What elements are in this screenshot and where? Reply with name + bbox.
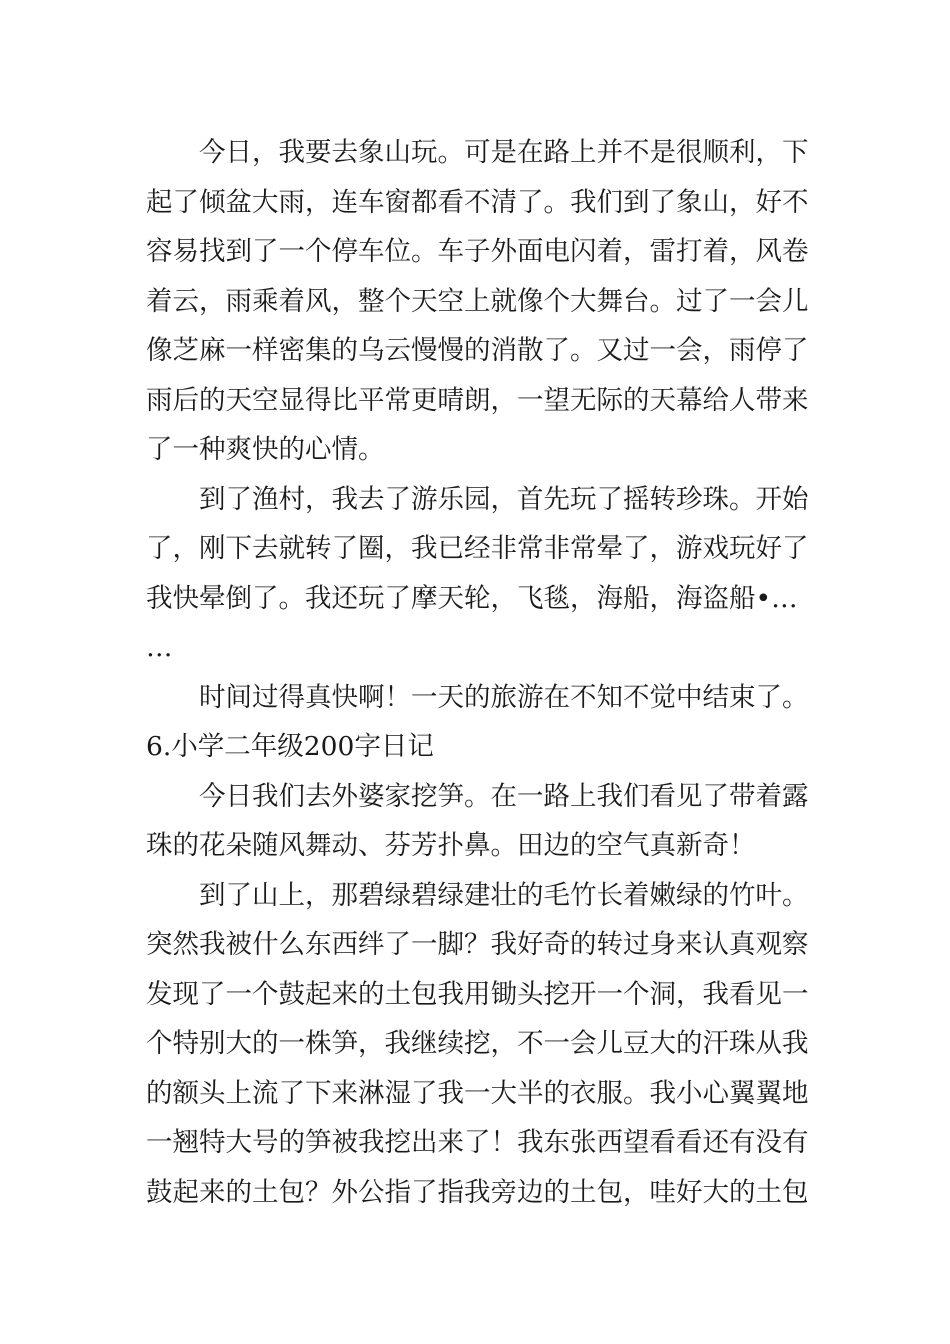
text-line: 了一种爽快的心情。: [146, 434, 385, 465]
text-line: 像芝麻一样密集的乌云慢慢的消散了。又过一会，雨停了: [146, 335, 809, 366]
text-line: 到了山上，那碧绿碧绿建壮的毛竹长着嫩绿的竹叶。: [199, 879, 809, 911]
text-line: 容易找到了一个停车位。车子外面电闪着，雷打着，风卷: [146, 236, 809, 267]
text-line: 个特别大的一株笋，我继续挖，不一会儿豆大的汗珠从我: [146, 1028, 809, 1059]
text-line: 我快晕倒了。我还玩了摩天轮，飞毯，海船，海盗船•…: [146, 582, 798, 614]
text-line: 今日我们去外婆家挖笋。在一路上我们看见了带着露: [199, 780, 809, 812]
text-line: 突然我被什么东西绊了一脚？我好奇的转过身来认真观察: [146, 929, 809, 960]
text-line: 着云，雨乘着风，整个天空上就像个大舞台。过了一会儿: [146, 285, 809, 317]
text-line: 雨后的天空显得比平常更晴朗，一望无际的天幕给人带来: [146, 384, 809, 416]
text-line: 珠的花朵随风舞动、芬芳扑鼻。田边的空气真新奇！: [146, 830, 756, 861]
text-line: 的额头上流了下来淋湿了我一大半的衣服。我小心翼翼地: [146, 1077, 809, 1109]
text-line: …: [146, 632, 173, 663]
diary-text: [146, 128, 816, 1217]
text-line: 到了渔村，我去了游乐园，首先玩了摇转珍珠。开始: [199, 483, 809, 515]
text-line: 了，刚下去就转了圈，我已经非常非常晕了，游戏玩好了: [146, 533, 809, 564]
text-line: 起了倾盆大雨，连车窗都看不清了。我们到了象山，好不: [146, 186, 809, 218]
text-line: 时间过得真快啊！一天的旅游在不知不觉中结束了。: [199, 681, 809, 713]
text-line: 鼓起来的土包？外公指了指我旁边的土包，哇好大的土包: [146, 1176, 809, 1208]
text-line: 今日，我要去象山玩。可是在路上并不是很顺利，下: [199, 137, 809, 168]
text-line: 发现了一个鼓起来的土包我用锄头挖开一个洞，我看见一: [146, 978, 809, 1010]
section-heading: 6.小学二年级200字日记: [146, 731, 434, 762]
text-line: 一翘特大号的笋被我挖出来了！我东张西望看看还有没有: [146, 1127, 809, 1158]
